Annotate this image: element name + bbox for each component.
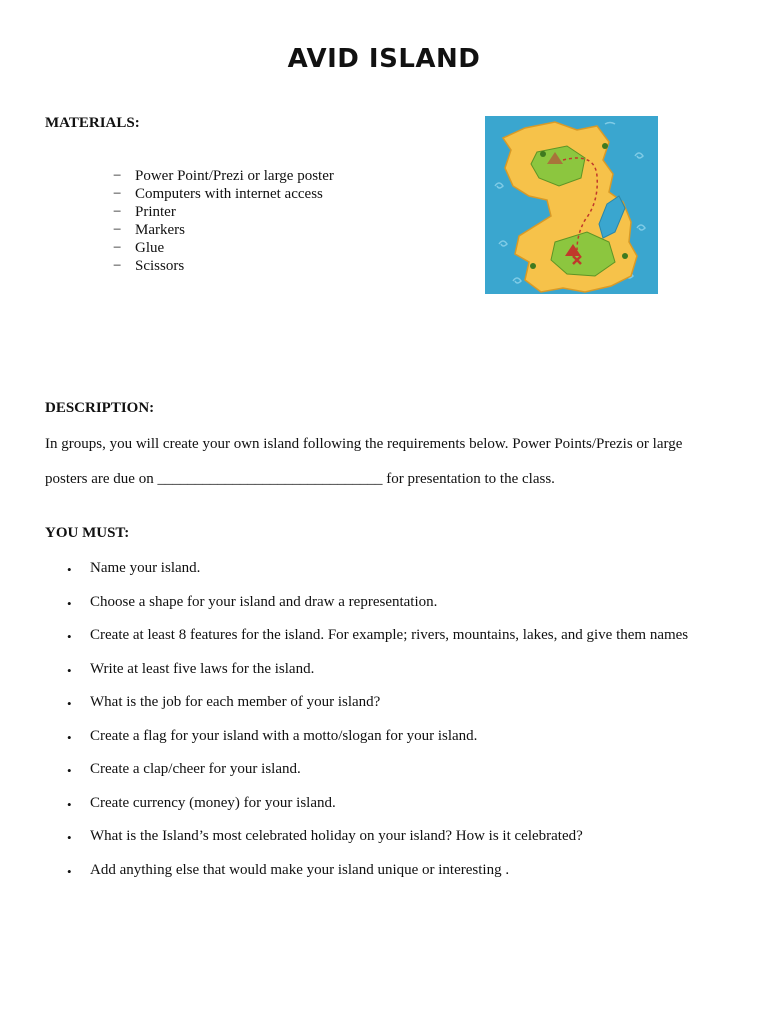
requirement-label: Create at least 8 features for the island. For example; rivers, mountains, lakes, and give them names (90, 627, 689, 643)
bullet-icon: • (67, 595, 72, 611)
bullet-icon: • (67, 696, 72, 711)
requirement-label: Add anything else that would make your island unique or interesting . (90, 861, 510, 878)
page-title: AVID ISLAND (287, 44, 481, 74)
material-item-label: Markers (135, 222, 185, 238)
requirement-label: Create a clap/cheer for your island. (90, 761, 301, 777)
bullet-icon: • (67, 629, 72, 644)
list-item (113, 167, 334, 185)
description-text: In groups, you will create your own island following the requirements below. Power Points/Prezis or large (45, 436, 683, 452)
list-item (67, 594, 688, 628)
dash-bullet: − (113, 168, 122, 184)
list-item (67, 661, 688, 695)
treasure-island-map-icon (485, 116, 658, 294)
list-item (67, 761, 688, 795)
material-item-label: Power Point/Prezi or large poster (135, 168, 334, 184)
list-item (67, 627, 688, 661)
dash-bullet: − (113, 204, 122, 220)
list-item (67, 795, 688, 829)
list-item (113, 203, 334, 221)
dash-bullet: − (113, 240, 122, 256)
list-item (113, 239, 334, 257)
materials-list (113, 167, 334, 275)
bullet-icon: • (67, 830, 72, 845)
bullet-icon: • (67, 662, 72, 678)
requirement-label: Create a flag for your island with a motto/slogan for your island. (90, 727, 478, 744)
dash-bullet: − (113, 258, 122, 274)
bullet-icon: • (67, 763, 72, 778)
material-item-label: Scissors (135, 258, 185, 274)
material-item-label: Glue (135, 240, 165, 256)
requirement-label: Choose a shape for your island and draw a representation. (90, 593, 438, 610)
material-item-label: Computers with internet access (135, 186, 323, 202)
requirement-label: What is the Island’s most celebrated holiday on your island? How is it celebrated? (90, 828, 583, 844)
bullet-icon: • (67, 796, 72, 812)
description-heading: DESCRIPTION: (45, 400, 155, 416)
materials-heading: MATERIALS: (45, 115, 140, 131)
list-item (67, 694, 688, 728)
dash-bullet: − (113, 186, 122, 202)
dash-bullet: − (113, 222, 122, 238)
requirement-label: Name your island. (90, 560, 201, 576)
requirements-list (67, 560, 688, 895)
you-must-heading: YOU MUST: (45, 525, 130, 541)
list-item (67, 862, 688, 896)
list-item (67, 828, 688, 862)
requirement-label: Write at least five laws for the island. (90, 660, 315, 677)
list-item (113, 221, 334, 239)
list-item (67, 560, 688, 594)
bullet-icon: • (67, 729, 72, 745)
description-text: posters are due on ______________________________ for presentation to the class. (45, 471, 555, 487)
list-item (67, 728, 688, 762)
requirement-label: Create currency (money) for your island. (90, 794, 336, 811)
bullet-icon: • (67, 562, 72, 577)
list-item (113, 185, 334, 203)
requirement-label: What is the job for each member of your island? (90, 694, 381, 710)
material-item-label: Printer (135, 204, 176, 220)
bullet-icon: • (67, 863, 72, 879)
list-item (113, 257, 334, 275)
